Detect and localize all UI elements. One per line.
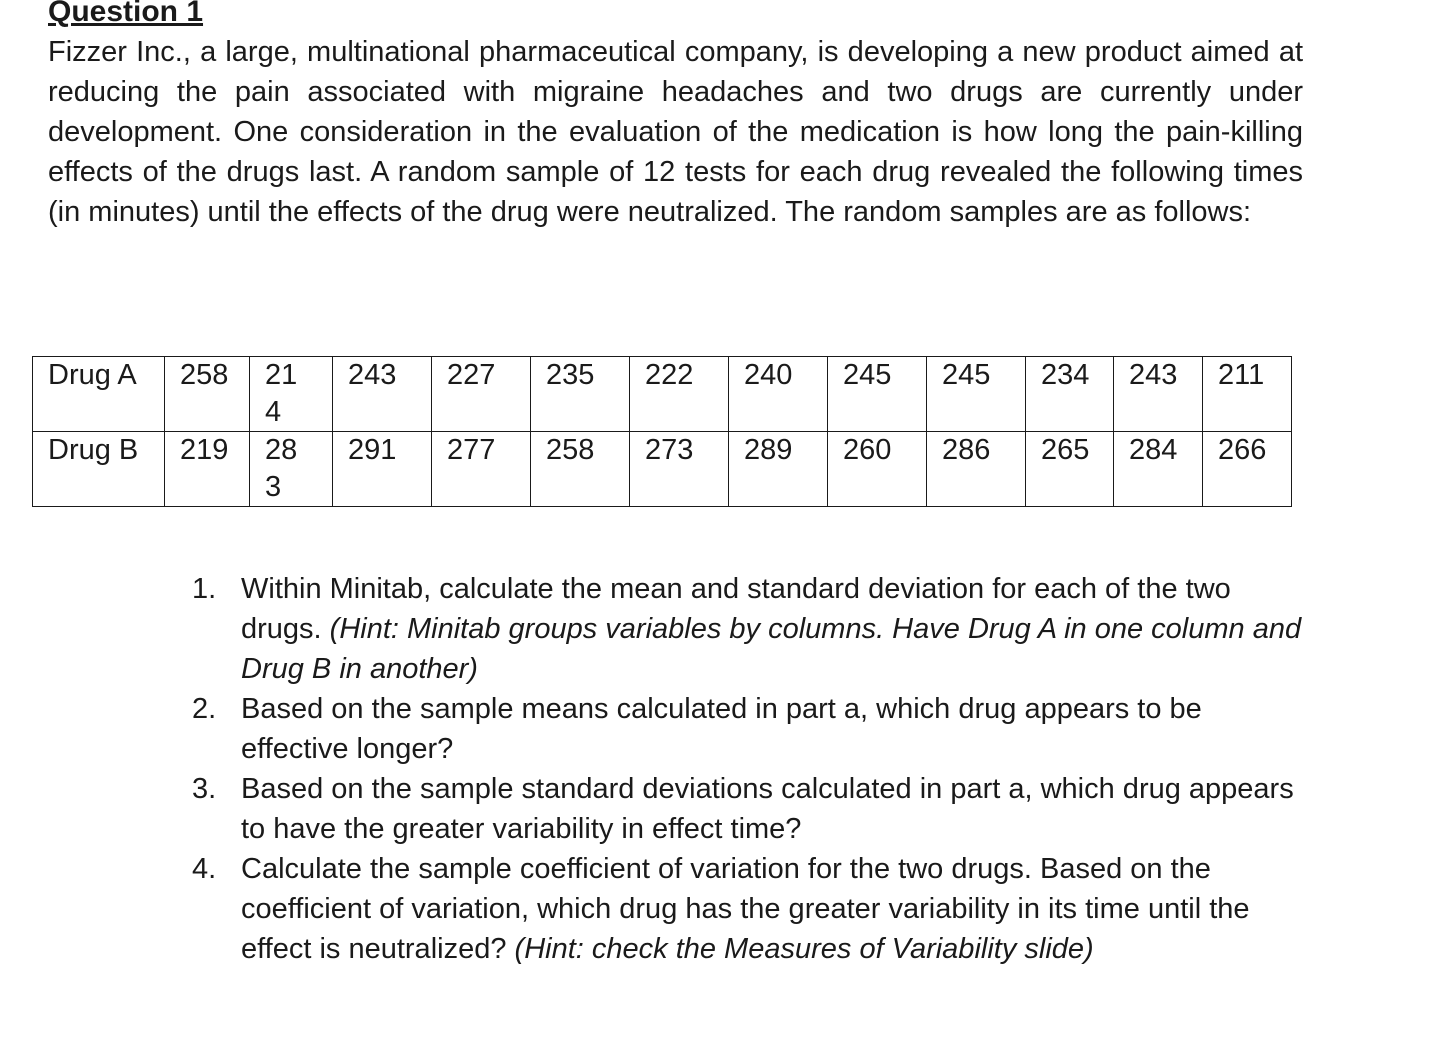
item-number: 1. [192,573,217,605]
table-cell: 291 [333,432,432,507]
table-row-drug-a [33,357,1292,432]
table-cell: 258 [165,357,250,432]
question-list [192,569,1302,969]
table-cell: 28 3 [250,432,333,507]
table-cell: 219 [165,432,250,507]
table-cell: 222 [630,357,729,432]
table-cell: 243 [333,357,432,432]
table-cell: 266 [1203,432,1292,507]
table-cell: 286 [927,432,1026,507]
list-item [192,689,1302,769]
table-cell: 211 [1203,357,1292,432]
list-item [192,769,1302,849]
item-text: Based on the sample means calculated in part a, which drug appears to be effective longer? [241,693,1202,765]
item-text: Based on the sample standard deviations calculated in part a, which drug appears to have the greater variability in effect time? [241,773,1294,845]
item-text: Within Minitab, calculate the mean and standard deviation for each of the two drugs. [241,573,1231,645]
table-cell: 265 [1026,432,1114,507]
question-heading: Question 1 [48,0,204,28]
item-number: 3. [192,773,217,805]
item-number: 2. [192,693,217,725]
table-cell: 277 [432,432,531,507]
table-cell: 245 [828,357,927,432]
drug-times-table [32,356,1292,507]
table-cell: 289 [729,432,828,507]
row-label: Drug B [33,432,165,507]
table-cell: 234 [1026,357,1114,432]
table-cell: 21 4 [250,357,333,432]
table-cell: 273 [630,432,729,507]
table-cell: 245 [927,357,1026,432]
row-label: Drug A [33,357,165,432]
item-text: Calculate the sample coefficient of variation for the two drugs. Based on the coefficient of variation, which drug has the greater variability in its time until the effect is neutralized? [241,853,1250,965]
item-hint: (Hint: check the Measures of Variability slide) [514,933,1094,965]
table-cell: 284 [1114,432,1203,507]
item-hint: (Hint: Minitab groups variables by columns. Have Drug A in one column and Drug B in another) [241,613,1302,685]
table-row-drug-b [33,432,1292,507]
item-number: 4. [192,853,217,885]
list-item [192,569,1302,689]
table-cell: 240 [729,357,828,432]
intro-paragraph: Fizzer Inc., a large, multinational pharmaceutical company, is developing a new product aimed at reducing the pain associated with migraine headaches and two drugs are currently under development. One consideration in the evaluation of the medication is how long the pain-killing effects of the drugs last. A random sample of 12 tests for each drug revealed the following times (in minutes) until the effects of the drug were neutralized. The random samples are as follows: [48,36,1303,228]
table-cell: 235 [531,357,630,432]
table-cell: 243 [1114,357,1203,432]
table-cell: 227 [432,357,531,432]
table-cell: 258 [531,432,630,507]
table-cell: 260 [828,432,927,507]
list-item [192,849,1302,969]
